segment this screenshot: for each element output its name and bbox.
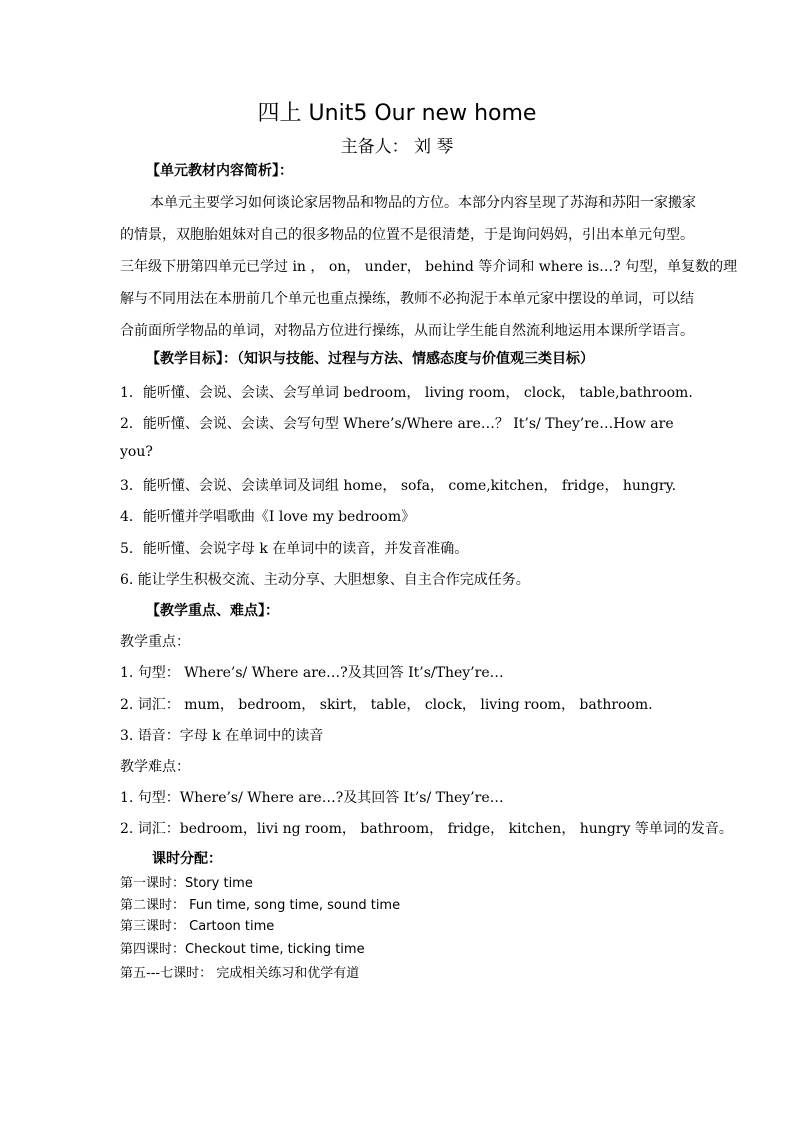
objective-item: 3．能听懂、会说、会读单词及词组 home， sofa， come,kitchen， fridge， hungry. — [120, 478, 677, 494]
focus-item: 2. 词汇： mum， bedroom， skirt， table， clock， living room， bathroom. — [120, 697, 653, 713]
focus-label: 教学重点： — [120, 634, 190, 650]
objective-item: 4．能听懂并学唱歌曲《I love my bedroom》 — [120, 509, 416, 525]
schedule-item: 第一课时：Story time — [120, 876, 253, 891]
schedule-item: 第二课时： Fun time, song time, sound time — [120, 898, 401, 913]
schedule-item: 第四课时：Checkout time, ticking time — [120, 942, 365, 957]
document-author: 主备人： 刘 琴 — [340, 137, 454, 157]
analysis-line: 的情景，双胞胎姐妹对自己的很多物品的位置不是很清楚，于是询问妈妈，引出本单元句型。 — [120, 227, 694, 243]
schedule-heading: 课时分配： — [152, 851, 222, 867]
focus-item: 3. 语音：字母 k 在单词中的读音 — [120, 728, 324, 744]
objective-item: 1．能听懂、会说、会读、会写单词 bedroom， living room， clock， table,bathroom. — [120, 385, 693, 401]
objective-item: you? — [120, 444, 153, 460]
focus-item: 1. 句型： Where’s/ Where are…?及其回答 It’s/They’re… — [120, 665, 504, 681]
objective-item: 6. 能让学生积极交流、主动分享、大胆想象、自主合作完成任务。 — [120, 572, 530, 588]
analysis-line: 合前面所学物品的单词，对物品方位进行操练，从而让学生能自然流利地运用本课所学语言。 — [120, 323, 694, 339]
difficulty-item: 1. 句型：Where’s/ Where are…?及其回答 It’s/ They’re… — [120, 790, 504, 806]
schedule-item: 第三课时： Cartoon time — [120, 919, 275, 934]
keypoints-heading: 【教学重点、难点】： — [146, 603, 279, 619]
objectives-heading: 【教学目标】：（知识与技能、过程与方法、情感态度与价值观三类目标） — [146, 351, 594, 367]
schedule-item: 第五---七课时： 完成相关练习和优学有道 — [120, 966, 360, 981]
analysis-line: 本单元主要学习如何谈论家居物品和物品的方位。本部分内容呈现了苏海和苏阳一家搬家 — [150, 195, 696, 211]
analysis-line: 解与不同用法在本册前几个单元也重点操练，教师不必拘泥于本单元家中摆设的单词，可以结 — [120, 291, 694, 307]
analysis-heading: 【单元教材内容简析】： — [146, 163, 293, 179]
difficulty-label: 教学难点： — [120, 759, 190, 775]
difficulty-item: 2. 词汇：bedroom，livi ng room， bathroom， fridge， kitchen， hungry 等单词的发音。 — [120, 821, 733, 837]
objective-item: 5．能听懂、会说字母 k 在单词中的读音，并发音准确。 — [120, 541, 469, 557]
document-title: 四上 Unit5 Our new home — [257, 101, 537, 126]
objective-item: 2．能听懂、会说、会读、会写句型 Where’s/Where are…？ It’s/ They’re…How are — [120, 416, 674, 432]
analysis-line: 三年级下册第四单元已学过 in ， on， under， behind 等介词和 where is…? 句型，单复数的理 — [120, 259, 738, 275]
